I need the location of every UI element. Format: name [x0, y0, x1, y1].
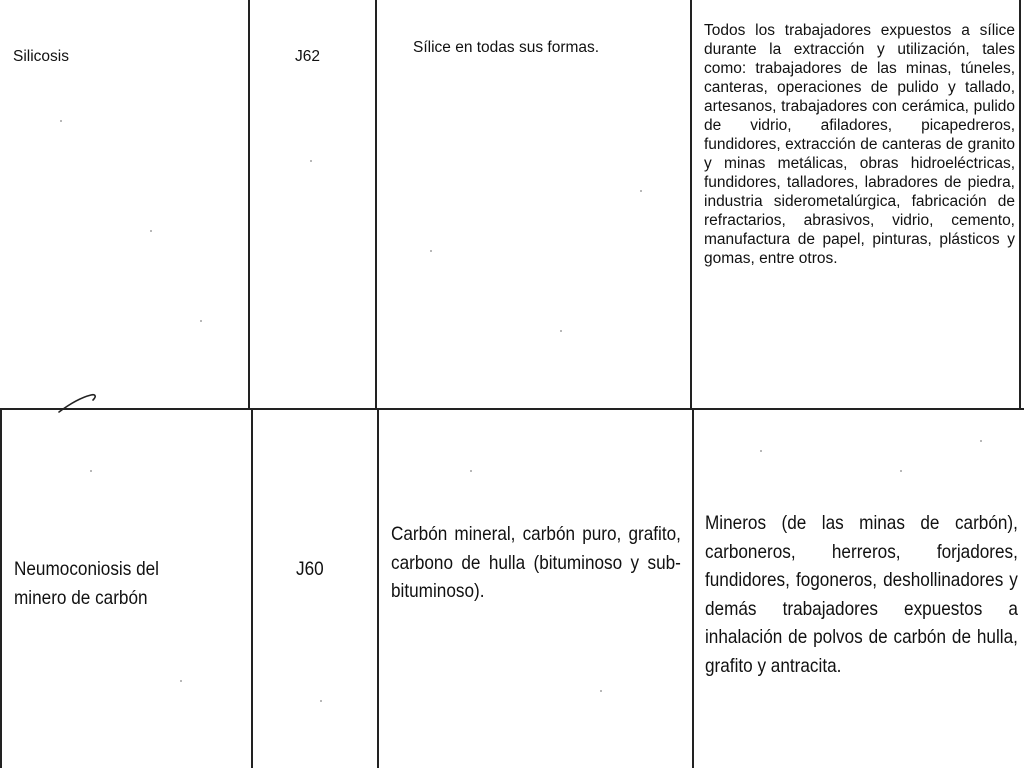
table-border-left-row2	[0, 408, 2, 768]
scan-speck	[150, 230, 152, 232]
scan-speck	[430, 250, 432, 252]
row2-disease: Neumoconiosis del minero de carbón	[14, 558, 159, 609]
scan-speck	[760, 450, 762, 452]
row2-workers: Mineros (de las minas de carbón), carboneros, herreros, forjadores, fundidores, fogoneros, deshollinadores y demás trabajadores expuestos a inhalación de polvos de carbón de hulla, grafito y antracita.	[705, 512, 1018, 677]
table-border-col3-row2	[692, 408, 694, 768]
row2-disease-wrap	[14, 555, 244, 613]
row2-code: J60	[296, 558, 324, 580]
scan-speck	[90, 470, 92, 472]
table-border-col1	[248, 0, 250, 410]
scan-speck	[640, 190, 642, 192]
table-border-right	[1019, 0, 1021, 410]
scan-speck	[200, 320, 202, 322]
row2-workers-wrap	[705, 509, 1018, 680]
row1-disease: Silicosis	[13, 48, 69, 65]
scan-speck	[560, 330, 562, 332]
table-border-col3	[690, 0, 692, 410]
scan-speck	[470, 470, 472, 472]
row2-code-wrap	[296, 555, 366, 584]
table-border-col2-row2	[377, 408, 379, 768]
scan-speck	[310, 160, 312, 162]
table-border-col2	[375, 0, 377, 410]
scan-speck	[600, 690, 602, 692]
pen-mark	[55, 392, 105, 414]
row2-agent-wrap	[391, 520, 681, 606]
scan-speck	[60, 120, 62, 122]
scan-speck	[180, 680, 182, 682]
scan-speck	[320, 700, 322, 702]
scan-speck	[980, 440, 982, 442]
scan-speck	[900, 470, 902, 472]
table-row-divider	[0, 408, 1024, 410]
row1-workers: Todos los trabajadores expuestos a sílice durante la extracción y utilización, tales como: trabajadores de las minas, túneles, canteras, operaciones de pulido y tallado, artesanos, trabajadores con cerámica, pulido de vidrio, afiladores, picapedreros, fundidores, extracción de canteras de granito y minas metálicas, obras hidroeléctricas, fundidores, talladores, labradores de piedra, industria siderometalúrgica, fabricación de refractarios, abrasivos, vidrio, cemento, manufactura de papel, pinturas, plásticos y gomas, entre otros.	[704, 22, 1015, 267]
table-border-col1-row2	[251, 408, 253, 768]
row2-agent: Carbón mineral, carbón puro, grafito, carbono de hulla (bituminoso y sub-bituminoso).	[391, 523, 681, 602]
row1-agent: Sílice en todas sus formas.	[413, 39, 600, 56]
row1-code: J62	[295, 48, 320, 65]
